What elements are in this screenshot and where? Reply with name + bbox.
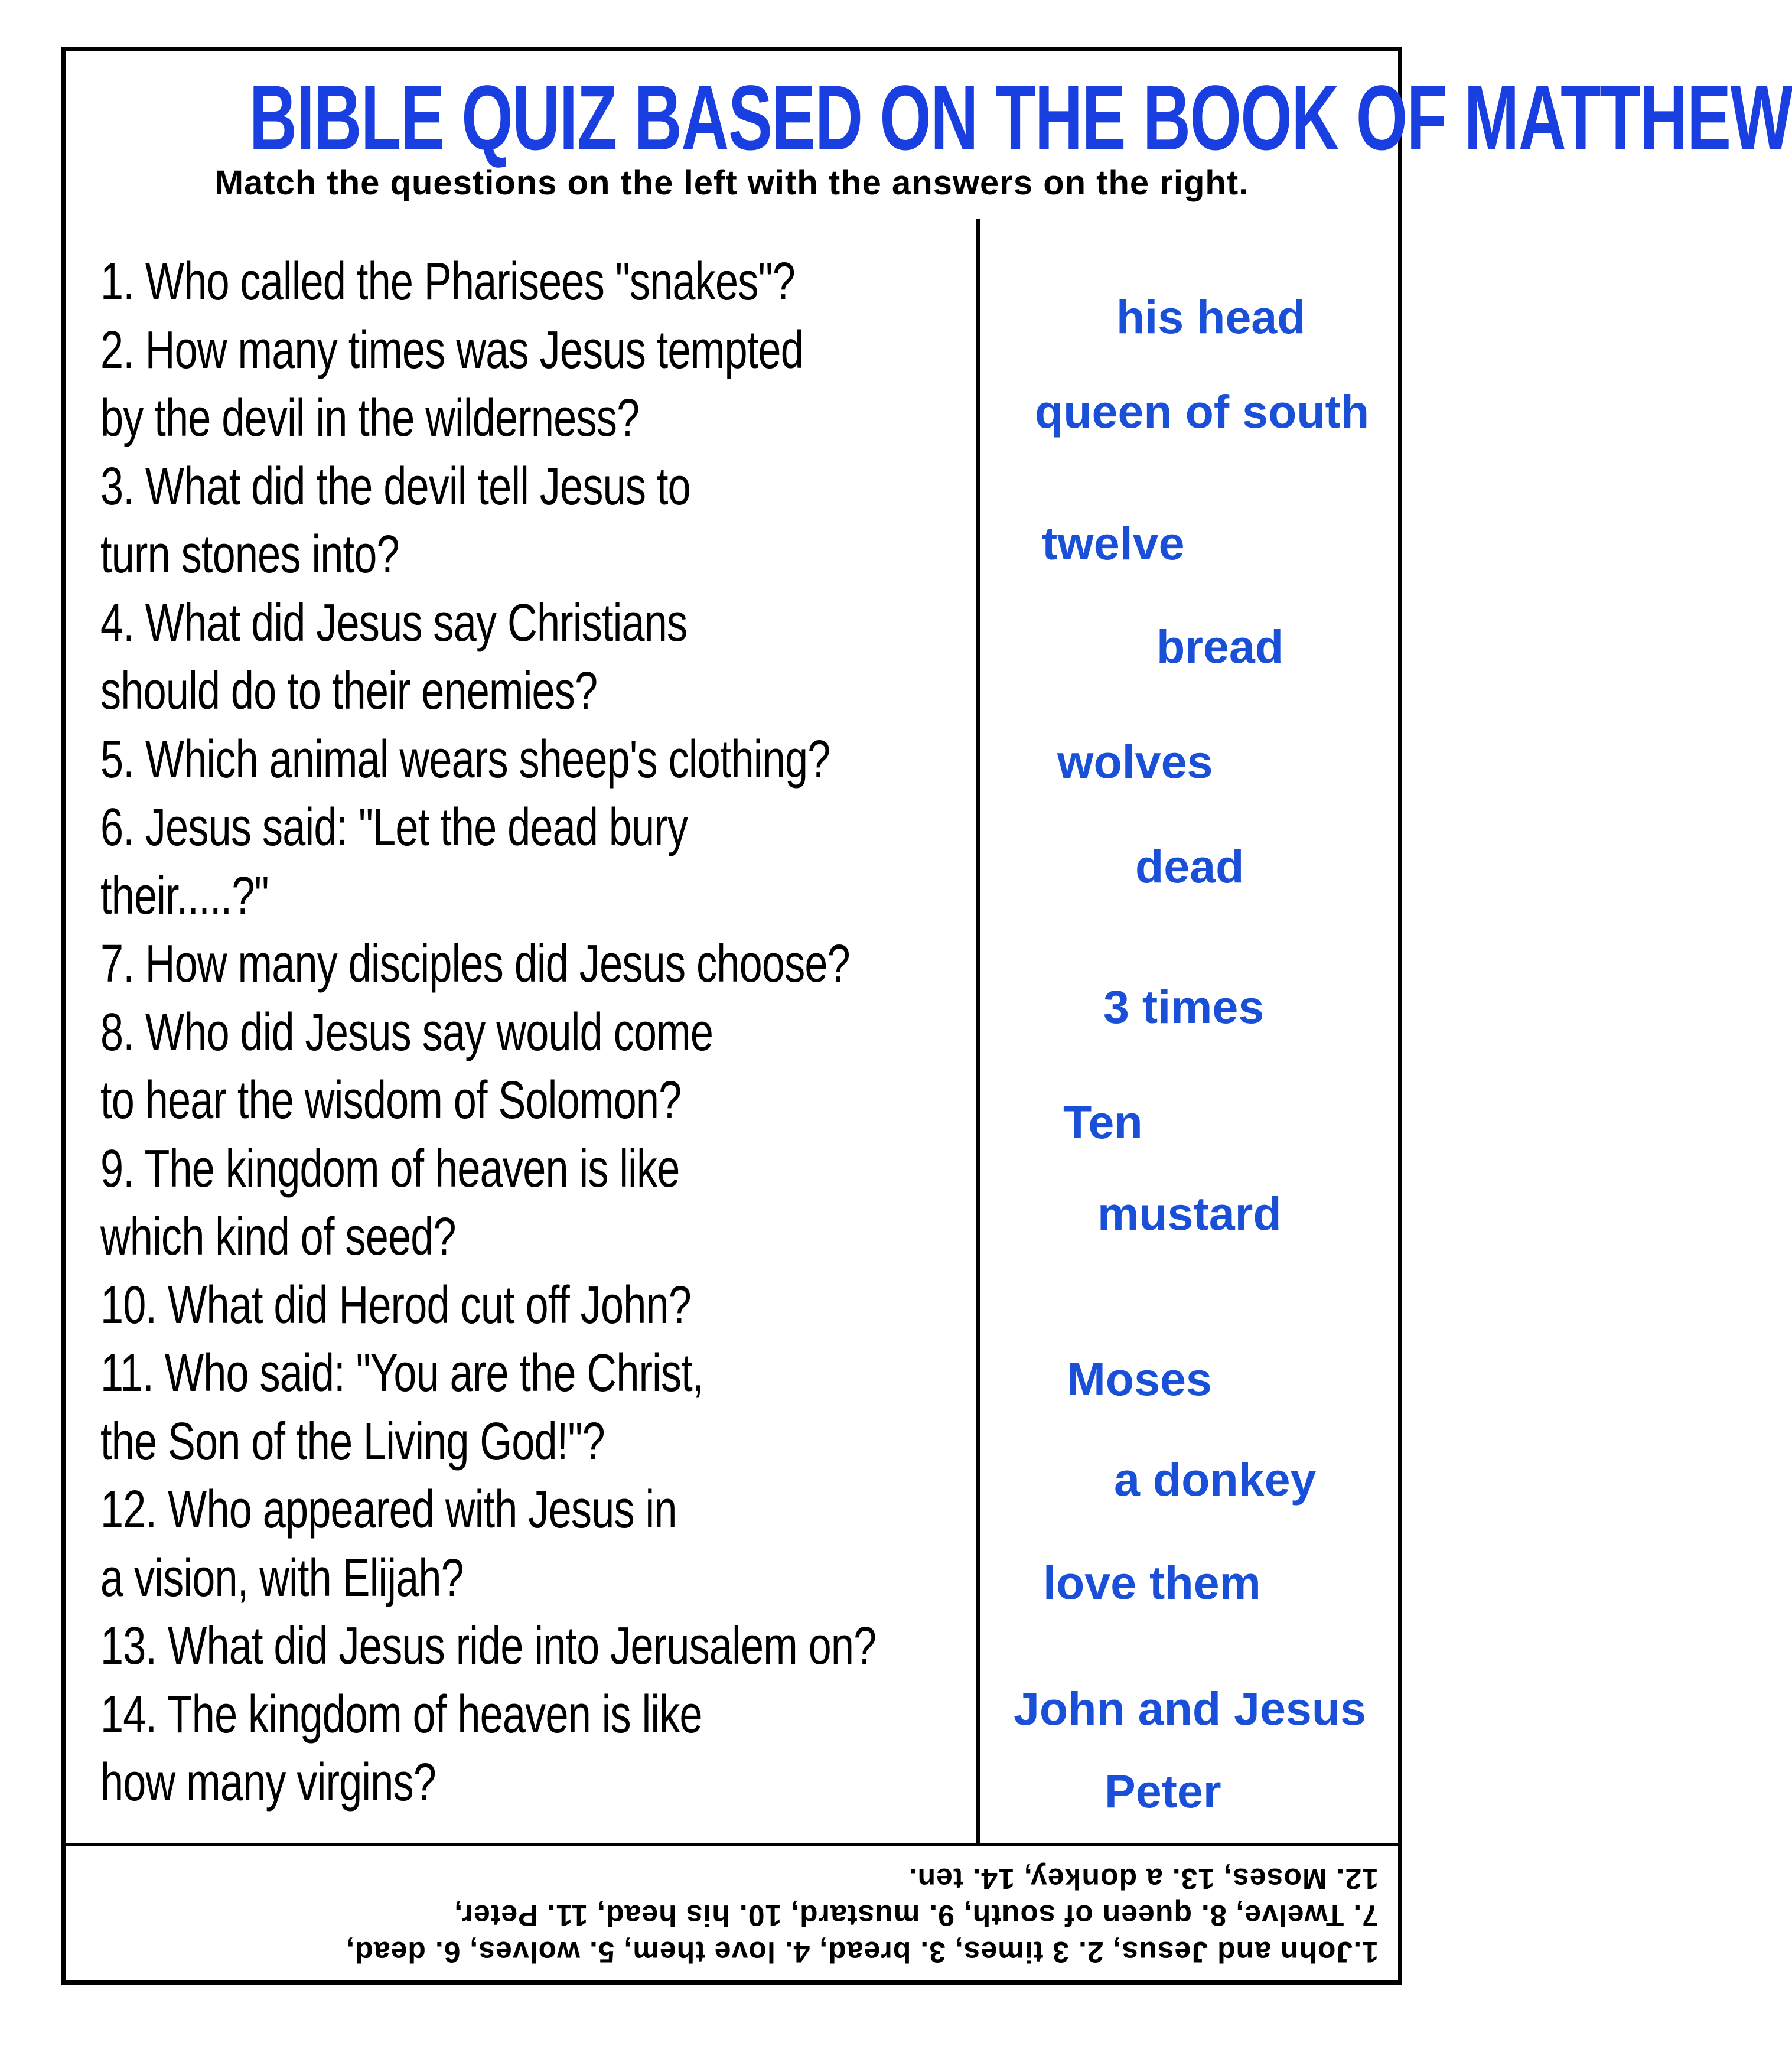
question-line: their.....?" [100,866,269,926]
question-line: 14. The kingdom of heaven is like [100,1685,702,1744]
question-line: which kind of seed? [100,1207,456,1266]
answer-key-line: 12. Moses, 13. a donkey, 14. ten. [908,1862,1379,1895]
answer-option: a donkey [1114,1453,1317,1506]
answer-option: John and Jesus [1014,1682,1367,1735]
quiz-title: BIBLE QUIZ BASED ON THE BOOK OF MATTHEW [249,67,1792,170]
answer-key-line: 1.John and Jesus, 2. 3 times, 3. bread, 4. love them, 5. wolves, 6. dead, [346,1936,1379,1969]
question-line: 6. Jesus said: "Let the dead bury [100,798,688,857]
answer-option: his head [1116,291,1306,343]
question-line: 3. What did the devil tell Jesus to [100,457,690,516]
answer-option: wolves [1057,735,1213,788]
answer-option: love them [1043,1556,1261,1609]
answer-option: queen of south [1035,385,1370,438]
answer-option: Ten [1063,1096,1143,1148]
question-line: should do to their enemies? [100,662,598,721]
question-line: 10. What did Herod cut off John? [100,1275,692,1335]
question-line: 1. Who called the Pharisees "snakes"? [100,252,796,311]
question-line: 4. What did Jesus say Christians [100,593,688,653]
answer-option: 3 times [1103,980,1265,1033]
question-line: turn stones into? [100,525,399,584]
question-line: 8. Who did Jesus say would come [100,1002,713,1062]
question-line: a vision, with Elijah? [100,1548,464,1608]
question-line: 11. Who said: "You are the Christ, [100,1344,703,1403]
column-divider [976,219,980,1846]
question-line: 9. The kingdom of heaven is like [100,1139,680,1198]
answer-option: bread [1156,620,1284,673]
question-line: 5. Which animal wears sheep's clothing? [100,729,830,789]
answer-option: Moses [1067,1353,1212,1405]
answer-option: Peter [1104,1765,1221,1817]
answer-key-upside-down [61,1846,1402,1985]
quiz-instructions: Match the questions on the left with the answers on the right. [214,164,1249,202]
answer-option: twelve [1042,517,1185,569]
question-line: 13. What did Jesus ride into Jerusalem on? [100,1617,877,1676]
question-line: 12. Who appeared with Jesus in [100,1480,677,1539]
question-line: to hear the wisdom of Solomon? [100,1071,682,1130]
question-line: 7. How many disciples did Jesus choose? [100,934,850,993]
question-line: the Son of the Living God!"? [100,1412,605,1471]
answer-option: dead [1135,840,1244,892]
question-list [100,248,930,1817]
question-line: by the devil in the wilderness? [100,389,640,448]
question-line: how many virgins? [100,1753,436,1812]
question-line: 2. How many times was Jesus tempted [100,320,803,380]
answer-key-line: 7. Twelve, 8. queen of south, 9. mustard, 10. his head, 11. Peter, [454,1899,1379,1932]
answer-option: mustard [1097,1187,1282,1240]
